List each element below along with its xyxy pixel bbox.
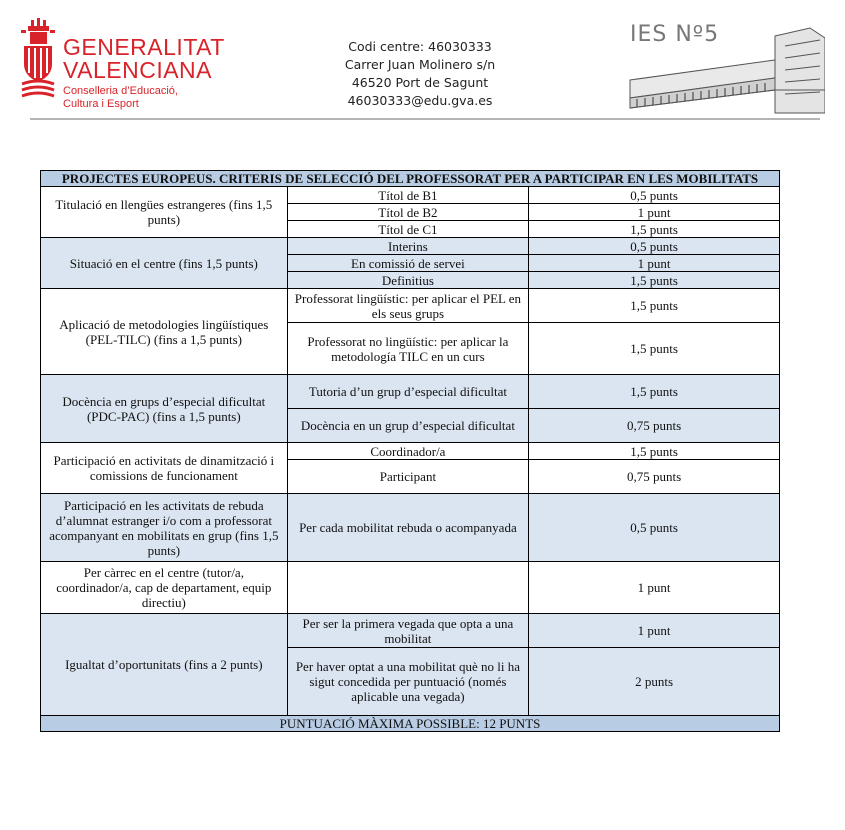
criterion-cell: Aplicació de metodologies lingüístiques (PEL-TILC) (fins a 1,5 punts) bbox=[41, 289, 288, 375]
detail-cell: En comissió de servei bbox=[287, 255, 528, 272]
criterion-cell: Situació en el centre (fins 1,5 punts) bbox=[41, 238, 288, 289]
detail-cell: Per cada mobilitat rebuda o acompanyada bbox=[287, 494, 528, 562]
points-cell: 1 punt bbox=[529, 562, 780, 614]
school-logo-text: IES Nº5 bbox=[630, 22, 720, 47]
points-cell: 1,5 punts bbox=[529, 272, 780, 289]
table-row bbox=[41, 187, 780, 204]
header-divider bbox=[30, 118, 820, 120]
detail-cell: Per ser la primera vegada que opta a una mobilitat bbox=[287, 614, 528, 648]
points-cell: 1 punt bbox=[529, 614, 780, 648]
total-row bbox=[41, 716, 780, 732]
points-cell: 1 punt bbox=[529, 255, 780, 272]
points-cell: 0,5 punts bbox=[529, 238, 780, 255]
detail-cell bbox=[287, 562, 528, 614]
criterion-cell: Docència en grups d’especial dificultat (PDC-PAC) (fins a 1,5 punts) bbox=[41, 375, 288, 443]
detail-cell: Coordinador/a bbox=[287, 443, 528, 460]
department-name bbox=[63, 85, 178, 111]
detail-cell: Títol de B2 bbox=[287, 204, 528, 221]
centre-email: 46030333@edu.gva.es bbox=[347, 93, 493, 108]
detail-cell: Interins bbox=[287, 238, 528, 255]
points-cell: 1,5 punts bbox=[529, 289, 780, 323]
school-logo bbox=[625, 18, 825, 118]
table-row bbox=[41, 238, 780, 255]
points-cell: 0,75 punts bbox=[529, 409, 780, 443]
centre-address: Carrer Juan Molinero s/n bbox=[344, 57, 496, 72]
points-cell: 0,5 punts bbox=[529, 187, 780, 204]
points-cell: 0,5 punts bbox=[529, 494, 780, 562]
detail-cell: Títol de C1 bbox=[287, 221, 528, 238]
criterion-cell: Participació en activitats de dinamització i comissions de funcionament bbox=[41, 443, 288, 494]
criterion-cell: Participació en les activitats de rebuda d’alumnat estranger i/o com a professorat acompanyant en mobilitats en grup (fins 1,5 punts) bbox=[41, 494, 288, 562]
detail-cell: Per haver optat a una mobilitat què no li ha sigut concedida per puntuació (només aplicable una vegada) bbox=[287, 648, 528, 716]
centre-code: Codi centre: 46030333 bbox=[348, 39, 492, 54]
table-title-row bbox=[41, 171, 780, 187]
table-row bbox=[41, 289, 780, 323]
table-row bbox=[41, 443, 780, 460]
detail-cell: Tutoria d’un grup d’especial dificultat bbox=[287, 375, 528, 409]
criterion-cell: Titulació en llengües estrangeres (fins 1,5 punts) bbox=[41, 187, 288, 238]
detail-cell: Participant bbox=[287, 460, 528, 494]
points-cell: 1,5 punts bbox=[529, 443, 780, 460]
organization-name bbox=[63, 36, 225, 82]
organization-name-line2: VALENCIANA bbox=[63, 57, 213, 83]
table-title: PROJECTES EUROPEUS. CRITERIS DE SELECCIÓ DEL PROFESSORAT PER A PARTICIPAR EN LES MOBILITATS bbox=[41, 171, 780, 187]
criterion-cell: Igualtat d’oportunitats (fins a 2 punts) bbox=[41, 614, 288, 716]
table-row bbox=[41, 375, 780, 409]
organization-name-line1: GENERALITAT bbox=[63, 34, 225, 60]
generalitat-logo bbox=[20, 18, 230, 116]
criterion-cell: Per càrrec en el centre (tutor/a, coordinador/a, cap de departament, equip directiu) bbox=[41, 562, 288, 614]
detail-cell: Docència en un grup d’especial dificultat bbox=[287, 409, 528, 443]
points-cell: 1,5 punts bbox=[529, 221, 780, 238]
table-row bbox=[41, 494, 780, 562]
points-cell: 1,5 punts bbox=[529, 323, 780, 375]
school-building-icon bbox=[625, 18, 825, 118]
points-cell: 0,75 punts bbox=[529, 460, 780, 494]
detail-cell: Títol de B1 bbox=[287, 187, 528, 204]
generalitat-emblem-icon bbox=[20, 18, 56, 98]
table-row bbox=[41, 614, 780, 648]
detail-cell: Professorat lingüístic: per aplicar el PEL en els seus grups bbox=[287, 289, 528, 323]
criteria-table bbox=[40, 170, 780, 732]
points-cell: 2 punts bbox=[529, 648, 780, 716]
points-cell: 1,5 punts bbox=[529, 375, 780, 409]
table-row bbox=[41, 562, 780, 614]
centre-postal: 46520 Port de Sagunt bbox=[351, 75, 489, 90]
centre-info bbox=[320, 38, 520, 110]
department-name-line2: Cultura i Esport bbox=[63, 98, 139, 110]
points-cell: 1 punt bbox=[529, 204, 780, 221]
detail-cell: Professorat no lingüístic: per aplicar la metodología TILC en un curs bbox=[287, 323, 528, 375]
department-name-line1: Conselleria d’Educació, bbox=[63, 85, 178, 97]
total-cell: PUNTUACIÓ MÀXIMA POSSIBLE: 12 PUNTS bbox=[41, 716, 780, 732]
detail-cell: Definitius bbox=[287, 272, 528, 289]
